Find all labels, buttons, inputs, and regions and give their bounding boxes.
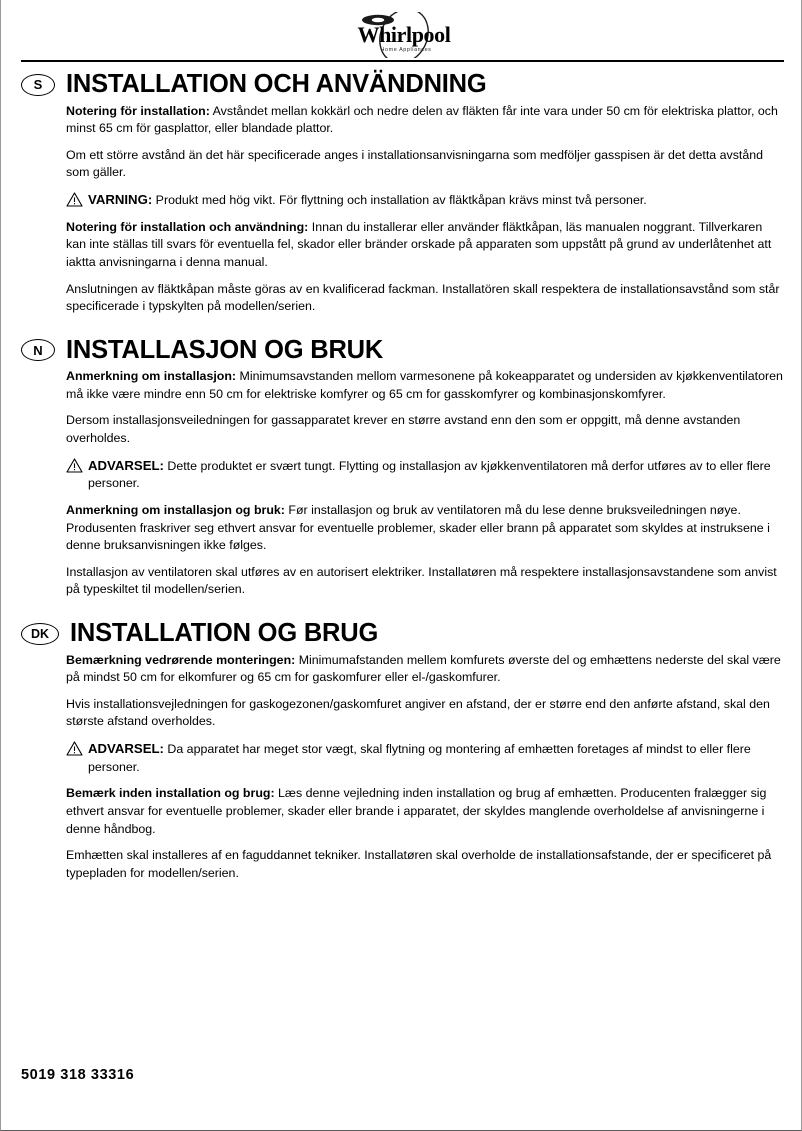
paragraph-lead: Notering för installation och användning: bbox=[66, 219, 309, 234]
paragraph bbox=[66, 219, 784, 272]
paragraph bbox=[66, 502, 784, 555]
paragraph-lead: Anmerkning om installasjon: bbox=[66, 369, 237, 384]
warning-paragraph bbox=[66, 457, 784, 493]
document-number: 5019 318 33316 bbox=[21, 1067, 135, 1083]
header-divider-rule bbox=[21, 60, 784, 62]
paragraph-text: Før installasjon og bruk av ventilatoren må du lese denne bruksveiledningen nøye. Produsenten fraskriver seg ethvert ansvar for eventuelle problemer, skader eller brann på apparatet som skyldes at instruksene i denne bruksanvisningen ikke følges. bbox=[66, 503, 770, 553]
paragraph bbox=[66, 652, 784, 687]
country-badge-n: N bbox=[21, 339, 55, 361]
paragraph-lead: Bemærkning vedrørende monteringen: bbox=[66, 652, 296, 667]
paragraph-text: Læs denne vejledning inden installation og brug af emhætten. Producenten fralægger sig ethvert ansvar for eventuelle problemer, skader eller brande i apparatet, der skyldes manglende overholdelse af anvisningerne i denne håndbog. bbox=[66, 786, 767, 836]
document-content bbox=[21, 72, 784, 886]
section-body bbox=[66, 652, 784, 883]
paragraph-text: Om ett större avstånd än det här specificerade anges i installationsanvisningarna som medföljer gasspisen är det detta avstånd som gäller. bbox=[66, 147, 764, 180]
warning-label: ADVARSEL: bbox=[88, 457, 164, 473]
paragraph-text: Installasjon av ventilatoren skal utføres av en autorisert elektriker. Installatøren må respektere installasjonsavstandene som anvist på typeskiltet til modellen/serien. bbox=[66, 564, 777, 597]
warning-label: ADVARSEL: bbox=[88, 740, 164, 756]
paragraph-text: Produkt med hög vikt. För flyttning och installation av fläktkåpan krävs minst två personer. bbox=[152, 192, 647, 207]
paragraph bbox=[66, 785, 784, 838]
paragraph-lead: Notering för installation: bbox=[66, 103, 210, 118]
warning-paragraph bbox=[66, 740, 784, 776]
paragraph bbox=[66, 696, 784, 731]
paragraph bbox=[66, 147, 784, 182]
paragraph-lead: Bemærk inden installation og brug: bbox=[66, 786, 275, 801]
paragraph bbox=[66, 368, 784, 403]
paragraph-text: Innan du installerar eller använder fläktkåpan, läs manualen noggrant. Tillverkaren kan inte ställas till svars för eventuella fel, skador eller bränder orskade på apparaten som uppstått på grund av underlåtenhet att iaktta anvisningarna i denna manual. bbox=[66, 219, 772, 269]
section-body bbox=[66, 368, 784, 599]
svg-text:Whirlpool: Whirlpool bbox=[357, 22, 451, 47]
language-section-n bbox=[21, 335, 784, 599]
section-heading bbox=[21, 72, 784, 98]
warning-triangle-icon bbox=[66, 741, 83, 756]
section-heading bbox=[21, 621, 784, 647]
whirlpool-logo bbox=[334, 12, 474, 58]
paragraph-text: Dersom installasjonsveiledningen for gassapparatet krever en større avstand enn den som er oppgitt, må denne avstanden overholdes. bbox=[66, 413, 741, 446]
paragraph bbox=[66, 412, 784, 447]
section-body bbox=[66, 103, 784, 316]
paragraph-text: Emhætten skal installeres af en faguddannet tekniker. Installatøren skal overholde de installationsafstande, der er specificeret på typepladen for modellen/serien. bbox=[66, 848, 772, 880]
paragraph-text: Da apparatet har meget stor vægt, skal flytning og montering af emhætten foretages af mindst to eller flere personer. bbox=[88, 741, 751, 774]
warning-paragraph bbox=[66, 191, 784, 210]
paragraph-lead: Anmerkning om installasjon og bruk: bbox=[66, 503, 285, 517]
paragraph bbox=[66, 564, 784, 599]
section-title: INSTALLATION OG BRUG bbox=[70, 619, 379, 648]
paragraph-text: Hvis installationsvejledningen for gaskogezonen/gaskomfuret angiver en afstand, der er større end den anførte afstand, skal den største afstand overholdes. bbox=[66, 696, 770, 729]
warning-label: VARNING: bbox=[88, 191, 153, 207]
language-section-dk bbox=[21, 621, 784, 882]
logo-band bbox=[1, 8, 802, 60]
paragraph-text: Dette produktet er svært tungt. Flytting og installasjon av kjøkkenventilatoren må derfor utføres av to eller flere personer. bbox=[88, 458, 771, 491]
paragraph-text: Anslutningen av fläktkåpan måste göras av en kvalificerad fackman. Installatören skall respektera de installationsavstånd som står specificerade i typskylten på modellen/serien. bbox=[66, 281, 780, 314]
section-title: INSTALLASJON OG BRUK bbox=[66, 335, 384, 364]
paragraph bbox=[66, 847, 784, 882]
paragraph bbox=[66, 103, 784, 138]
section-title: INSTALLATION OCH ANVÄNDNING bbox=[66, 70, 487, 98]
paragraph bbox=[66, 281, 784, 316]
country-badge-dk: DK bbox=[21, 623, 59, 645]
svg-text:Home Appliances: Home Appliances bbox=[380, 47, 432, 53]
country-badge-s: S bbox=[21, 74, 55, 96]
paragraph-text: Minimumsavstanden mellom varmesonene på kokeapparatet og undersiden av kjøkkenventilatoren må ikke være mindre enn 50 cm for elektriske komfyrer og 65 cm for gasskomfyrer og kombinasjonskomfyrer. bbox=[66, 369, 783, 401]
warning-triangle-icon bbox=[66, 192, 83, 207]
section-heading bbox=[21, 335, 784, 364]
paragraph-text: Avståndet mellan kokkärl och nedre delen av fläkten får inte vara under 50 cm för elektriska plattor, och minst 65 cm för gasplattor, eller blandade plattor. bbox=[66, 103, 778, 136]
warning-triangle-icon bbox=[66, 458, 83, 473]
language-section-s bbox=[21, 72, 784, 316]
paragraph-text: Minimumafstanden mellem komfurets øverste del og emhættens nederste del skal være på mindst 50 cm for elkomfurer og 65 cm for gaskomfurer eller el-/gaskomfurer. bbox=[66, 652, 781, 685]
